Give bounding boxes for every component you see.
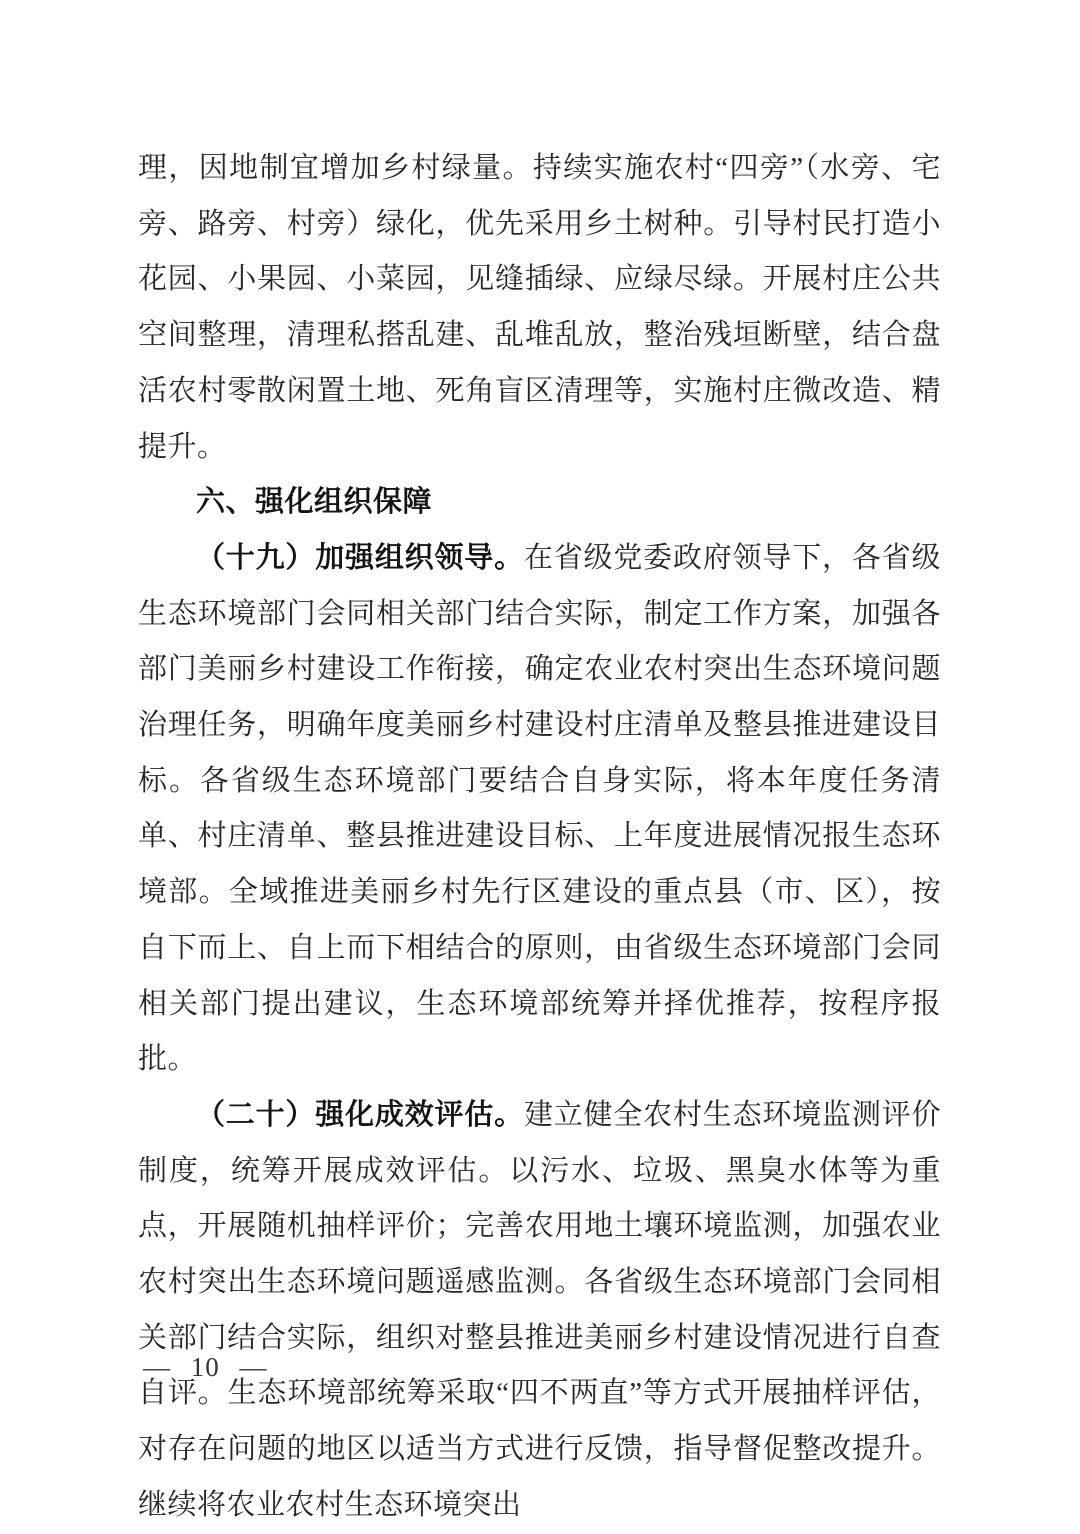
paragraph-20	[138, 1088, 941, 1534]
section-heading: 六、强化组织保障	[196, 486, 433, 519]
paragraph-19	[138, 531, 941, 1088]
document-content	[138, 141, 941, 1534]
paragraph-20-lead: （二十）强化成效评估。	[196, 1098, 524, 1131]
paragraph-19-lead: （十九）加强组织领导。	[196, 541, 524, 574]
paragraph-continuation: 理，因地制宜增加乡村绿量。持续实施农村“四旁”（水旁、宅旁、路旁、村旁）绿化，优先采用乡土树种。引导村民打造小花园、小果园、小菜园，见缝插绿、应绿尽绿。开展村庄公共空间整理，清理私搭乱建、乱堆乱放，整治残垣断壁，结合盘活农村零散闲置土地、死角盲区清理等，实施村庄微改造、精提升。	[138, 152, 941, 463]
paragraph-19-body: 在省级党委政府领导下，各省级生态环境部门会同相关部门结合实际，制定工作方案，加强各部门美丽乡村建设工作衔接，确定农业农村突出生态环境问题治理任务，明确年度美丽乡村建设村庄清单及整县推进建设目标。各省级生态环境部门要结合自身实际，将本年度任务清单、村庄清单、整县推进建设目标、上年度进展情况报生态环境部。全域推进美丽乡村先行区建设的重点县（市、区），按自下而上、自上而下相结合的原则，由省级生态环境部门会同相关部门提出建议，生态环境部统筹并择优推荐，按程序报批。	[138, 541, 941, 1076]
paragraph-20-body: 建立健全农村生态环境监测评价制度，统筹开展成效评估。以污水、垃圾、黑臭水体等为重点，开展随机抽样评价；完善农用地土壤环境监测，加强农业农村突出生态环境问题遥感监测。各省级生态环境部门会同相关部门结合实际，组织对整县推进美丽乡村建设情况进行自查自评。生态环境部统筹采取“四不两直”等方式开展抽样评估，对存在问题的地区以适当方式进行反馈，指导督促整改提升。继续将农业农村生态环境突出	[138, 1098, 941, 1521]
page-number: — 10 —	[143, 1352, 268, 1382]
